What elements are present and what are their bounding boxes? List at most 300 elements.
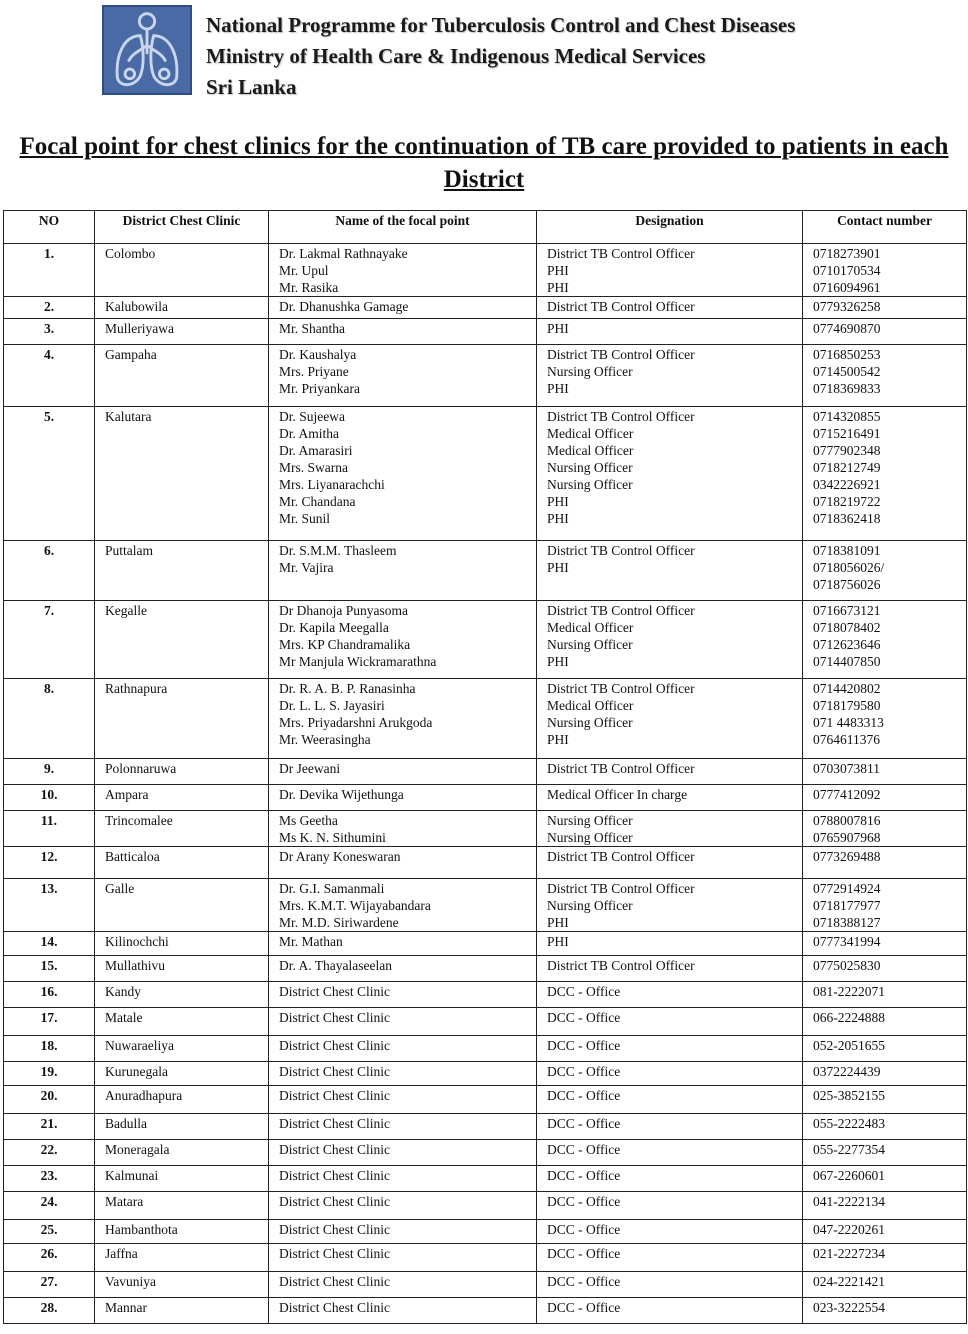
- designation: PHI: [547, 915, 569, 930]
- document-title: Focal point for chest clinics for the continuation of TB care provided to patients in each District: [19, 133, 949, 193]
- column-header-designation: Designation: [537, 211, 803, 244]
- focal-point-name: Ms K. N. Sithumini: [279, 830, 386, 845]
- contact-number-cell: [803, 541, 967, 601]
- district-clinic-cell: Polonnaruwa: [95, 759, 269, 785]
- focal-point-name-cell: [269, 407, 537, 541]
- designation: District TB Control Officer: [547, 761, 695, 776]
- focal-point-name: Mrs. Priyadarshni Arukgoda: [279, 715, 433, 730]
- programme-name: National Programme for Tuberculosis Control and Chest Diseases: [206, 13, 796, 37]
- contact-number: 0715216491: [813, 426, 881, 441]
- row-number: 22.: [4, 1140, 95, 1166]
- contact-number: 081-2222071: [813, 984, 885, 999]
- focal-point-name-cell: [269, 1220, 537, 1244]
- district-clinic-cell: Mullathivu: [95, 956, 269, 982]
- contact-number: 047-2220261: [813, 1222, 885, 1237]
- designation-cell: [537, 811, 803, 847]
- table-row: [4, 1244, 967, 1272]
- designation: DCC - Office: [547, 984, 621, 999]
- focal-point-name: Dr. Kaushalya: [279, 347, 357, 362]
- district-clinic-cell: Trincomalee: [95, 811, 269, 847]
- table-body: [4, 244, 967, 1324]
- focal-point-name-cell: [269, 759, 537, 785]
- focal-point-name-cell: [269, 319, 537, 345]
- district-clinic-cell: Kalubowila: [95, 297, 269, 319]
- focal-point-name: Dr Dhanoja Punyasoma: [279, 603, 408, 618]
- table-row: [4, 679, 967, 759]
- district-clinic-cell: Colombo: [95, 244, 269, 297]
- focal-point-name: Mr. Mathan: [279, 934, 343, 949]
- ministry-name: Ministry of Health Care & Indigenous Medical Services: [206, 44, 706, 68]
- designation-cell: [537, 679, 803, 759]
- district-clinic-cell: Nuwaraeliya: [95, 1036, 269, 1062]
- focal-points-table: [3, 210, 967, 1324]
- contact-number: 0714407850: [813, 654, 881, 669]
- contact-number-cell: [803, 601, 967, 679]
- contact-number: 0718273901: [813, 246, 881, 261]
- table-row: [4, 847, 967, 879]
- focal-point-name: Dr. S.M.M. Thasleem: [279, 543, 397, 558]
- focal-point-name-cell: [269, 601, 537, 679]
- table-row: [4, 1062, 967, 1086]
- district-clinic-cell: Vavuniya: [95, 1272, 269, 1298]
- row-number: 8.: [4, 679, 95, 759]
- column-header-focal-point: Name of the focal point: [269, 211, 537, 244]
- focal-point-name: Mr. Rasika: [279, 280, 339, 295]
- contact-number: 0774690870: [813, 321, 881, 336]
- designation-cell: [537, 1008, 803, 1036]
- focal-point-name-cell: [269, 1140, 537, 1166]
- designation-cell: [537, 1272, 803, 1298]
- focal-point-name: Mr. Priyankara: [279, 381, 360, 396]
- focal-point-name-cell: [269, 785, 537, 811]
- contact-number: 055-2222483: [813, 1116, 885, 1131]
- focal-point-name: Dr Arany Koneswaran: [279, 849, 401, 864]
- row-number: 13.: [4, 879, 95, 932]
- contact-number-cell: [803, 244, 967, 297]
- table-row: [4, 956, 967, 982]
- row-number: 18.: [4, 1036, 95, 1062]
- designation-cell: [537, 1086, 803, 1114]
- contact-number: 023-3222554: [813, 1300, 885, 1315]
- district-clinic-cell: Kurunegala: [95, 1062, 269, 1086]
- focal-point-name-cell: [269, 297, 537, 319]
- contact-number: 0716850253: [813, 347, 881, 362]
- contact-number-cell: [803, 1140, 967, 1166]
- focal-point-name-cell: [269, 1036, 537, 1062]
- contact-number-cell: [803, 319, 967, 345]
- row-number: 9.: [4, 759, 95, 785]
- focal-point-name: Dr. L. L. S. Jayasiri: [279, 698, 385, 713]
- table-row: [4, 982, 967, 1008]
- focal-point-name: Mr. Shantha: [279, 321, 345, 336]
- focal-point-name-cell: [269, 811, 537, 847]
- designation: District TB Control Officer: [547, 881, 695, 896]
- contact-number: 055-2277354: [813, 1142, 885, 1157]
- focal-point-name-cell: [269, 1166, 537, 1192]
- focal-point-name: Mrs. Priyane: [279, 364, 349, 379]
- contact-number: 0718388127: [813, 915, 881, 930]
- designation: PHI: [547, 560, 569, 575]
- focal-point-name: Dr. Amitha: [279, 426, 339, 441]
- designation-cell: [537, 982, 803, 1008]
- contact-number: 0765907968: [813, 830, 881, 845]
- contact-number-cell: [803, 1062, 967, 1086]
- designation-cell: [537, 244, 803, 297]
- row-number: 4.: [4, 345, 95, 407]
- district-clinic-cell: Mulleriyawa: [95, 319, 269, 345]
- designation-cell: [537, 407, 803, 541]
- focal-point-name-cell: [269, 1008, 537, 1036]
- focal-point-name: Dr. Lakmal Rathnayake: [279, 246, 408, 261]
- contact-number-cell: [803, 1244, 967, 1272]
- designation: Nursing Officer: [547, 637, 633, 652]
- designation: DCC - Office: [547, 1194, 621, 1209]
- designation: DCC - Office: [547, 1038, 621, 1053]
- contact-number: 0777341994: [813, 934, 881, 949]
- contact-number: 041-2222134: [813, 1194, 885, 1209]
- focal-point-name-cell: [269, 1086, 537, 1114]
- focal-point-name-cell: [269, 679, 537, 759]
- contact-number: 0342226921: [813, 477, 881, 492]
- focal-point-name: District Chest Clinic: [279, 1038, 390, 1053]
- row-number: 19.: [4, 1062, 95, 1086]
- focal-point-name: Dr Jeewani: [279, 761, 341, 776]
- designation: District TB Control Officer: [547, 849, 695, 864]
- contact-number: 025-3852155: [813, 1088, 885, 1103]
- focal-point-name: District Chest Clinic: [279, 1064, 390, 1079]
- district-clinic-cell: Anuradhapura: [95, 1086, 269, 1114]
- contact-number: 067-2260601: [813, 1168, 885, 1183]
- country-name: Sri Lanka: [206, 75, 297, 99]
- focal-point-name: District Chest Clinic: [279, 1274, 390, 1289]
- focal-point-name: Dr. A. Thayalaseelan: [279, 958, 392, 973]
- column-header-no: NO: [4, 211, 95, 244]
- designation: Medical Officer: [547, 443, 634, 458]
- designation-cell: [537, 1166, 803, 1192]
- table-row: [4, 1272, 967, 1298]
- designation-cell: [537, 759, 803, 785]
- contact-number-cell: [803, 1008, 967, 1036]
- table-row: [4, 541, 967, 601]
- focal-point-name: Dr. Kapila Meegalla: [279, 620, 389, 635]
- table-row: [4, 1166, 967, 1192]
- contact-number: 0710170534: [813, 263, 881, 278]
- table-row: [4, 345, 967, 407]
- row-number: 3.: [4, 319, 95, 345]
- focal-point-name-cell: [269, 1298, 537, 1324]
- district-clinic-cell: Batticaloa: [95, 847, 269, 879]
- designation-cell: [537, 932, 803, 956]
- designation-cell: [537, 1036, 803, 1062]
- focal-point-name-cell: [269, 1114, 537, 1140]
- contact-number-cell: [803, 1192, 967, 1220]
- designation-cell: [537, 847, 803, 879]
- focal-point-name-cell: [269, 956, 537, 982]
- contact-number-cell: [803, 679, 967, 759]
- focal-point-name: Mrs. K.M.T. Wijayabandara: [279, 898, 431, 913]
- district-clinic-cell: Moneragala: [95, 1140, 269, 1166]
- contact-number: 0718056026/: [813, 560, 885, 575]
- district-clinic-cell: Matara: [95, 1192, 269, 1220]
- contact-number: 0714500542: [813, 364, 881, 379]
- focal-point-name-cell: [269, 879, 537, 932]
- designation: District TB Control Officer: [547, 603, 695, 618]
- contact-number: 066-2224888: [813, 1010, 885, 1025]
- contact-number-cell: [803, 1114, 967, 1140]
- table-row: [4, 319, 967, 345]
- focal-point-name: District Chest Clinic: [279, 984, 390, 999]
- lungs-logo-graphic: [104, 7, 190, 93]
- contact-number: 0718219722: [813, 494, 881, 509]
- designation: Nursing Officer: [547, 830, 633, 845]
- contact-number: 0718078402: [813, 620, 881, 635]
- contact-number: 0716094961: [813, 280, 881, 295]
- designation: Nursing Officer: [547, 364, 633, 379]
- designation: District TB Control Officer: [547, 681, 695, 696]
- contact-number: 052-2051655: [813, 1038, 885, 1053]
- contact-number: 024-2221421: [813, 1274, 885, 1289]
- row-number: 5.: [4, 407, 95, 541]
- table-row: [4, 1036, 967, 1062]
- focal-point-name: District Chest Clinic: [279, 1010, 390, 1025]
- district-clinic-cell: Puttalam: [95, 541, 269, 601]
- designation-cell: [537, 879, 803, 932]
- designation: PHI: [547, 263, 569, 278]
- contact-number: 0788007816: [813, 813, 881, 828]
- focal-point-name-cell: [269, 1272, 537, 1298]
- contact-number: 021-2227234: [813, 1246, 885, 1261]
- focal-point-name: District Chest Clinic: [279, 1168, 390, 1183]
- designation: Medical Officer: [547, 698, 634, 713]
- focal-point-name-cell: [269, 1244, 537, 1272]
- designation-cell: [537, 1114, 803, 1140]
- designation: PHI: [547, 494, 569, 509]
- focal-point-name: District Chest Clinic: [279, 1088, 390, 1103]
- contact-number-cell: [803, 1220, 967, 1244]
- contact-number: 0777412092: [813, 787, 881, 802]
- focal-point-name-cell: [269, 244, 537, 297]
- contact-number-cell: [803, 1166, 967, 1192]
- row-number: 25.: [4, 1220, 95, 1244]
- designation-cell: [537, 1244, 803, 1272]
- focal-point-name: District Chest Clinic: [279, 1246, 390, 1261]
- row-number: 10.: [4, 785, 95, 811]
- designation: PHI: [547, 280, 569, 295]
- table-row: [4, 1192, 967, 1220]
- focal-point-name-cell: [269, 982, 537, 1008]
- focal-point-name: Dr. Amarasiri: [279, 443, 353, 458]
- district-clinic-cell: Kegalle: [95, 601, 269, 679]
- contact-number: 0712623646: [813, 637, 881, 652]
- contact-number-cell: [803, 1086, 967, 1114]
- row-number: 1.: [4, 244, 95, 297]
- focal-point-name-cell: [269, 1192, 537, 1220]
- contact-number: 0773269488: [813, 849, 881, 864]
- district-clinic-cell: Hambanthota: [95, 1220, 269, 1244]
- row-number: 16.: [4, 982, 95, 1008]
- designation: DCC - Office: [547, 1222, 621, 1237]
- designation: Nursing Officer: [547, 813, 633, 828]
- contact-number: 0718362418: [813, 511, 881, 526]
- district-clinic-cell: Galle: [95, 879, 269, 932]
- contact-number-cell: [803, 345, 967, 407]
- table-row: [4, 1086, 967, 1114]
- contact-number: 0703073811: [813, 761, 880, 776]
- table-row: [4, 1008, 967, 1036]
- focal-point-name: Mr. Upul: [279, 263, 329, 278]
- designation: Nursing Officer: [547, 460, 633, 475]
- district-clinic-cell: Kilinochchi: [95, 932, 269, 956]
- district-clinic-cell: Kandy: [95, 982, 269, 1008]
- designation-cell: [537, 319, 803, 345]
- focal-point-name: Mr. Sunil: [279, 511, 331, 526]
- designation: District TB Control Officer: [547, 409, 695, 424]
- focal-point-name: Mrs. Liyanarachchi: [279, 477, 385, 492]
- designation-cell: [537, 1062, 803, 1086]
- designation: DCC - Office: [547, 1142, 621, 1157]
- district-clinic-cell: Rathnapura: [95, 679, 269, 759]
- contact-number: 0772914924: [813, 881, 881, 896]
- row-number: 14.: [4, 932, 95, 956]
- designation-cell: [537, 956, 803, 982]
- focal-point-name: District Chest Clinic: [279, 1300, 390, 1315]
- focal-point-name-cell: [269, 932, 537, 956]
- designation: PHI: [547, 321, 569, 336]
- designation: DCC - Office: [547, 1168, 621, 1183]
- district-clinic-cell: Badulla: [95, 1114, 269, 1140]
- lungs-logo-icon: [102, 5, 192, 95]
- contact-number-cell: [803, 1036, 967, 1062]
- contact-number-cell: [803, 407, 967, 541]
- row-number: 23.: [4, 1166, 95, 1192]
- table-row: [4, 1140, 967, 1166]
- contact-number: 0718212749: [813, 460, 881, 475]
- focal-point-name: Mr. Vajira: [279, 560, 334, 575]
- designation: DCC - Office: [547, 1064, 621, 1079]
- designation: DCC - Office: [547, 1300, 621, 1315]
- contact-number: 0779326258: [813, 299, 881, 314]
- designation: DCC - Office: [547, 1274, 621, 1289]
- designation-cell: [537, 1220, 803, 1244]
- row-number: 6.: [4, 541, 95, 601]
- district-clinic-cell: Kalmunai: [95, 1166, 269, 1192]
- focal-point-name: District Chest Clinic: [279, 1222, 390, 1237]
- designation-cell: [537, 1140, 803, 1166]
- contact-number-cell: [803, 811, 967, 847]
- contact-number: 0714320855: [813, 409, 881, 424]
- designation-cell: [537, 1298, 803, 1324]
- designation-cell: [537, 601, 803, 679]
- row-number: 12.: [4, 847, 95, 879]
- table-header-row: [4, 211, 967, 244]
- contact-number-cell: [803, 785, 967, 811]
- designation: DCC - Office: [547, 1088, 621, 1103]
- focal-point-name: Mr. Weerasingha: [279, 732, 371, 747]
- table-row: [4, 244, 967, 297]
- row-number: 17.: [4, 1008, 95, 1036]
- focal-point-name: Mrs. Swarna: [279, 460, 348, 475]
- focal-point-name: Mr. M.D. Siriwardene: [279, 915, 399, 930]
- contact-number-cell: [803, 1298, 967, 1324]
- table-row: [4, 759, 967, 785]
- designation: Medical Officer: [547, 426, 634, 441]
- designation: PHI: [547, 381, 569, 396]
- table-row: [4, 1114, 967, 1140]
- row-number: 24.: [4, 1192, 95, 1220]
- contact-number-cell: [803, 982, 967, 1008]
- column-header-clinic: District Chest Clinic: [95, 211, 269, 244]
- column-header-contact: Contact number: [803, 211, 967, 244]
- designation: District TB Control Officer: [547, 958, 695, 973]
- focal-point-name: Mrs. KP Chandramalika: [279, 637, 411, 652]
- contact-number: 0764611376: [813, 732, 880, 747]
- contact-number-cell: [803, 956, 967, 982]
- designation: Nursing Officer: [547, 477, 633, 492]
- focal-point-name: Mr. Chandana: [279, 494, 356, 509]
- focal-point-name: Dr. Devika Wijethunga: [279, 787, 404, 802]
- contact-number: 0718381091: [813, 543, 881, 558]
- designation-cell: [537, 297, 803, 319]
- district-clinic-cell: Mannar: [95, 1298, 269, 1324]
- contact-number: 0718177977: [813, 898, 881, 913]
- designation-cell: [537, 785, 803, 811]
- designation-cell: [537, 1192, 803, 1220]
- district-clinic-cell: Jaffna: [95, 1244, 269, 1272]
- table-row: [4, 1220, 967, 1244]
- designation: Nursing Officer: [547, 898, 633, 913]
- focal-point-name-cell: [269, 1062, 537, 1086]
- designation: DCC - Office: [547, 1116, 621, 1131]
- contact-number: 0716673121: [813, 603, 881, 618]
- focal-point-name-cell: [269, 847, 537, 879]
- focal-point-name: District Chest Clinic: [279, 1194, 390, 1209]
- district-clinic-cell: Gampaha: [95, 345, 269, 407]
- row-number: 11.: [4, 811, 95, 847]
- focal-point-name: Dr. Sujeewa: [279, 409, 345, 424]
- focal-point-name: District Chest Clinic: [279, 1142, 390, 1157]
- table-row: [4, 932, 967, 956]
- designation: District TB Control Officer: [547, 347, 695, 362]
- focal-point-name: Ms Geetha: [279, 813, 338, 828]
- contact-number: 0775025830: [813, 958, 881, 973]
- designation: Nursing Officer: [547, 715, 633, 730]
- focal-point-name: Dr. R. A. B. P. Ranasinha: [279, 681, 416, 696]
- designation: District TB Control Officer: [547, 543, 695, 558]
- designation: Medical Officer: [547, 620, 634, 635]
- designation: District TB Control Officer: [547, 299, 695, 314]
- table-row: [4, 1298, 967, 1324]
- contact-number: 0718756026: [813, 577, 881, 592]
- district-clinic-cell: Kalutara: [95, 407, 269, 541]
- organization-names: [206, 10, 795, 103]
- focal-point-name: Mr Manjula Wickramarathna: [279, 654, 437, 669]
- district-clinic-cell: Ampara: [95, 785, 269, 811]
- designation: Medical Officer In charge: [547, 787, 688, 802]
- row-number: 20.: [4, 1086, 95, 1114]
- row-number: 28.: [4, 1298, 95, 1324]
- table-row: [4, 785, 967, 811]
- contact-number-cell: [803, 297, 967, 319]
- contact-number: 0777902348: [813, 443, 881, 458]
- focal-point-name-cell: [269, 345, 537, 407]
- table-row: [4, 407, 967, 541]
- focal-point-name: District Chest Clinic: [279, 1116, 390, 1131]
- designation: DCC - Office: [547, 1010, 621, 1025]
- row-number: 21.: [4, 1114, 95, 1140]
- row-number: 2.: [4, 297, 95, 319]
- table-row: [4, 601, 967, 679]
- row-number: 27.: [4, 1272, 95, 1298]
